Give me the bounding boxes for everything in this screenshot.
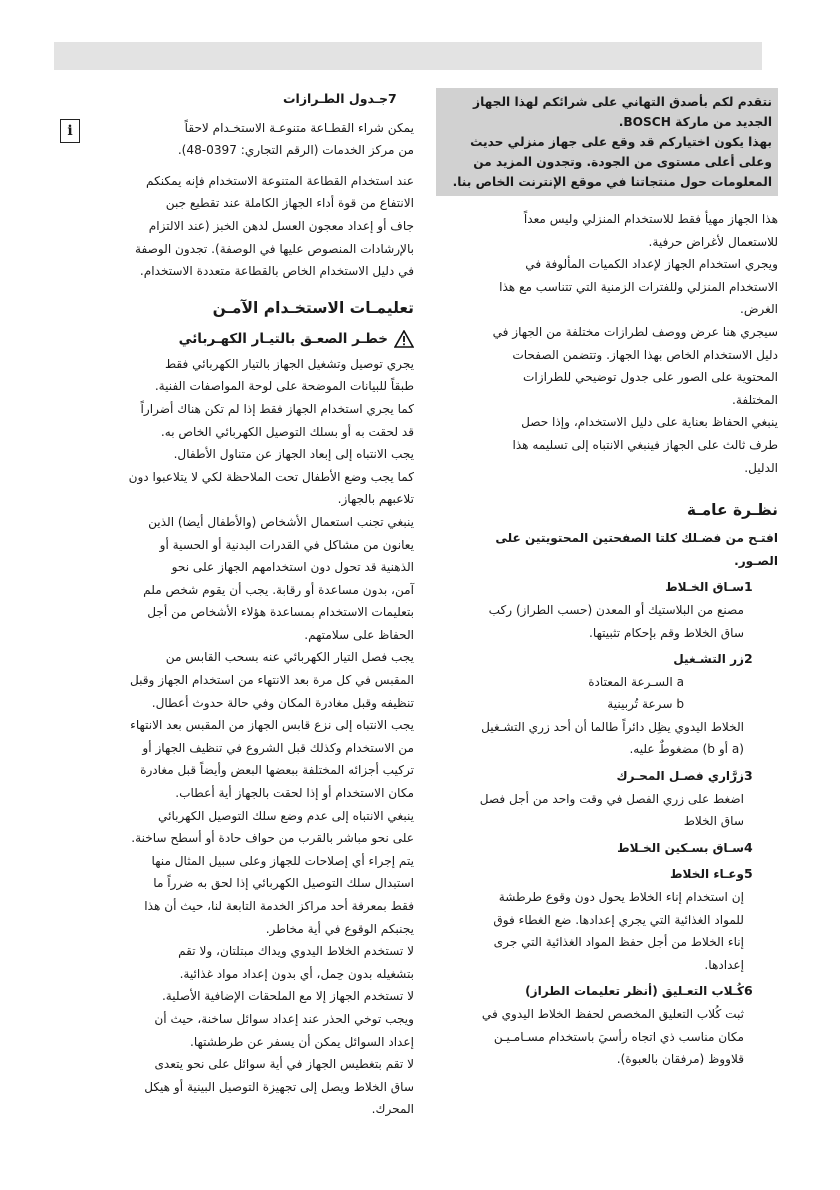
part-number: 1 [744,579,753,595]
safety-line: يجنبكم الوقوع في أية مخاطر. [265,921,414,936]
part-title: سـاق الخـلاط [665,580,744,595]
part-desc: إعدادها. [704,957,744,972]
safety-line: الحفاظ على سلامتهم. [304,627,414,642]
intro-line: طرف ثالث على الجهاز فينبغي الانتباه إلى تسليمه هذا [512,437,778,452]
intro-line: سيجري هنا عرض ووصف لطرازات مختلفة من الجهاز في [492,324,778,339]
part-number: 5 [744,866,753,882]
safety-line: من الاستخدام وكذلك قبل الشروع في تنظيف الجهاز أو [142,740,414,755]
part-title: وعـاء الخلاط [670,867,744,882]
part-desc: مكان مناسب ذي اتجاه رأسيَ باستخدام مسـامـيـن [493,1029,744,1044]
part-desc: الخلاط اليدوي يظِل دائراً طالما أن أحد زري التشـغيل [481,719,744,734]
part-desc: قلاووظ (مرفقان بالعبوة). [616,1052,744,1067]
intro-line: المحتوية على الصور على جدول توضيحي للطرازات [523,370,778,385]
safety-line: استبدال سلك التوصيل الكهربائي إذا لحق به ضرراً ما [153,876,414,891]
overview-subheading: افتـح من فضـلك كلتا الصفحتين المحتويتين على [495,531,778,546]
highlight-line: وعلى أعلى مستوى من الجودة. وتجدون المزيد من [473,155,772,169]
safety-heading: تعليمـات الاستخـدام الآمـن [212,298,414,317]
electric-shock-warning [179,327,414,351]
safety-line: يتم إجراء أي إصلاحات للجهاز وعلى سبيل المثال منها [151,853,414,868]
body-line: عند استخدام القطاعة المتنوعة الاستخدام فإنه يمكنكم [146,173,414,188]
part-item-5 [436,863,778,976]
safety-line: ساق الخلاط ويصل إلى تجهيزة التوصيل البينية أو هيكل [144,1079,414,1094]
safety-line: بتعليمات الاستخدام بمساعدة هؤلاء الأشخاص من أجل [147,605,414,620]
header-bar [54,42,762,70]
part-desc: ساق الخلاط [683,814,744,829]
safety-line: لا تستخدم الخلاط اليدوي ويداك مبتلتان، ولا تقم [178,944,414,959]
info-icon: i [60,119,80,143]
right-column [436,88,778,1071]
safety-line: الذهنية قد تحول دون استخدامهم الجهاز على نحو [171,560,414,575]
congratulations-box [436,88,778,196]
intro-line: المختلفة. [732,392,778,407]
part-desc: ثبت كُلاب التعليق المخصص لحفظ الخلاط اليدوي في [481,1007,744,1021]
intro-line: للاستعمال لأغراض حرفية. [648,234,778,249]
part-number: 4 [744,839,753,855]
part-subitem-b: b سرعة تُربينية [607,697,684,712]
safety-line: على نحو مباشر بالقرب من حواف حادة أو أسطح ساخنة. [131,831,414,846]
body-line: جاف أو إعداد معجون العسل لدهن الخبز (عند الالتزام [148,218,414,233]
safety-line: لا تقم بتغطيس الجهاز في أية سوائل على نحو يتعدى [154,1057,414,1072]
part-desc: إن استخدام إناء الخلاط يحول دون وقوع طرطشة [498,890,744,905]
body-line: في دليل الاستخدام الخاص بالقطاعة متعددة الاستخدام. [139,264,414,279]
intro-text [436,208,778,479]
part-subitem-a: a السـرعة المعتادة [588,674,684,689]
safety-line: مكان الاستخدام أو إذا لحقت بالجهاز أية أعطاب. [175,786,414,801]
part-desc: (a أو b) مضغوطٌ عليه. [629,742,744,757]
highlight-line: المعلومات حول منتجاتنا في موقع الإنترنت الخاص بنا. [452,175,772,189]
safety-line: طبقاً للبيانات الموضحة على لوحة المواصفات الفنية. [154,379,414,394]
part-desc: مصنع من البلاستيك أو المعدن (حسب الطراز) ركب [488,602,744,617]
safety-line: تنظيفه وقبل مغادرة المكان وفي حالة حدوث أعطال. [151,695,414,710]
safety-line: ينبغي تجنب استعمال الأشخاص (والأطفال أيضا) الذين [148,514,414,529]
safety-line: كما يجب وضع الأطفال تحت الملاحظة لكي لا يتلاعبوا دون [128,469,414,484]
intro-line: هذا الجهاز مهيأ فقط للاستخدام المنزلي وليس معداً [523,212,778,226]
safety-line: يجب الانتباه إلى إبعاد الجهاز عن متناول الأطفال. [173,447,414,462]
part-desc: للمواد الغذائية التي يجري إعدادها. ضع الغطاء فوق [493,912,744,927]
part-desc: إناء الخلاط من أجل حفظ المواد الغذائية التي جرى [493,935,744,950]
body-line: بالإرشادات المنصوص عليها في الوصفة). تجدون الوصفة [135,241,414,256]
safety-line: ينبغي الانتباه إلى عدم وضع سلك التوصيل الكهربائي [158,808,414,823]
safety-line: إعداد السوائل يمكن أن يسفر عن طرطشتها. [189,1034,414,1049]
body-line: الانتفاع من قوة أداء الجهاز الكاملة عند تقطيع جبن [165,196,414,211]
info-line: من مركز الخدمات (الرقم التجاري: 0397-48). [177,143,414,158]
part-item-3 [436,765,778,833]
safety-line: لا تستخدم الجهاز إلا مع الملحقات الإضافية الأصلية. [161,989,414,1004]
safety-line: يجب فصل التيار الكهربائي عنه بسحب القابس من [165,650,414,665]
highlight-line: بهذا يكون اختياركم قد وقع على جهاز منزلي حديث [470,135,772,149]
overview-subheading: الصـور. [734,553,778,568]
part-item-4 [436,837,778,860]
safety-line: المقبس في كل مرة بعد الانتهاء من استخدام الجهاز وقبل [129,673,414,688]
safety-line: ويجب توخي الحذر عند إعداد سوائل ساخنة، حيث أن [154,1011,414,1026]
safety-line: فقط بمعرفة أحد مراكز الخدمة التابعة لنا، حيث أن هذا [144,899,414,913]
intro-line: ينبغي الحفاظ بعناية على دليل الاستخدام، وإذا حصل [521,415,778,430]
intro-line: الدليل. [744,460,778,475]
part-number: 3 [744,768,753,784]
warning-title: خطـر الصعـق بالتيـار الكهـربائي [178,330,388,347]
safety-line: بتشغيله بدون حِمل، أي بدون إعداد مواد غذائية. [179,966,414,981]
intro-line: الاستخدام المنزلي وللفترات الزمنية التي تتناسب مع هذا [499,279,778,294]
info-note [60,117,414,162]
safety-line: يجب الانتباه إلى نزع قابس الجهاز من المقبس بعد الانتهاء [130,718,414,733]
safety-line: تركيب أجزائه المختلفة ببعضها البعض وأيضاً قبل مغادرة [140,763,414,778]
safety-line: يجري توصيل وتشغيل الجهاز بالتيار الكهربائي فقط [164,356,414,371]
safety-line: قد لحقت به أو بسلك التوصيل الكهربائي الخاص به. [160,424,414,439]
part-desc: ساق الخلاط وقم بإحكام تثبيتها. [589,625,744,640]
part-item-6 [436,980,778,1070]
safety-line: كما يجري استخدام الجهاز فقط إذا لم تكن هناك أضراراً [140,401,414,416]
part-title: سـاق بسـكين الخـلاط [617,840,744,855]
section-number: 7 [388,91,397,106]
info-line: يمكن شراء القطـاعة متنوعـة الاستخـدام لاحقاً [184,120,414,135]
part-number: 2 [744,651,753,667]
safety-body [60,353,414,1121]
part-number: 6 [744,983,753,999]
part-title: كُـلاب التعـليق (أنظر تعليمات الطراز) [525,984,744,999]
part-item-2 [436,648,778,761]
safety-line: آمن، بدون مساعدة أو رقابة. يجب أن يقوم شخص ملم [143,582,414,597]
left-column [60,88,414,1121]
intro-line: الغرض. [739,302,778,317]
models-body [60,170,414,283]
section-title: جـدول الطـرازات [283,91,388,107]
part-title: زرَّاري فصـل المحـرك [616,769,744,784]
warning-icon [394,330,414,348]
part-title: زر التشـغيل [673,652,744,667]
safety-line: تلاعبهم بالجهاز. [337,492,414,507]
part-desc: اضغط على زري الفصل في وقت واحد من أجل فصل [479,791,744,806]
part-item-1 [436,576,778,644]
safety-line: المحرك. [371,1102,414,1117]
models-table-heading [60,88,414,111]
overview-heading: نظـرة عامـة [686,501,778,520]
highlight-line: نتقدم لكم بأصدق التهاني على شرائكم لهذا الجهاز [473,95,772,109]
intro-line: دليل الاستخدام الخاص بهذا الجهاز. وتتضمن الصفحات [512,347,778,362]
safety-line: يعانون من مشاكل في القدرات البدنية أو الحسية أو [159,537,414,552]
highlight-line: الجديد من ماركة BOSCH. [618,115,772,129]
intro-line: ويجري استخدام الجهاز لإعداد الكميات المألوفة في [525,257,778,272]
